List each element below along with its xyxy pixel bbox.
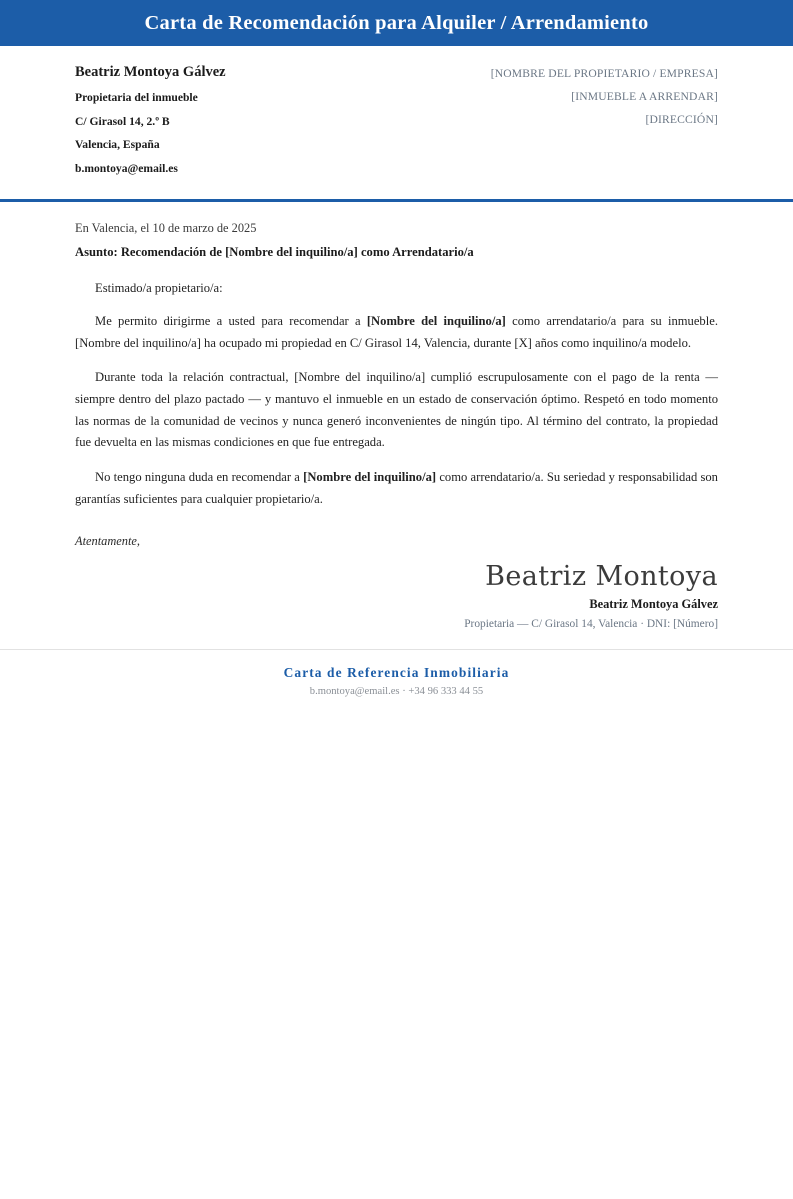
signature-block bbox=[0, 551, 793, 632]
footer-contact: b.montoya@email.es · +34 96 333 44 55 bbox=[309, 686, 484, 698]
subject-line: Asunto: Recomendación de [Nombre del inquilino/a] como Arrendatario/a bbox=[75, 245, 474, 260]
letter-body bbox=[0, 210, 793, 550]
paragraph-1-pre: Me permito dirigirme a usted para recomendar a bbox=[95, 314, 367, 329]
paragraph-3-tenant-name: [Nombre del inquilino/a] bbox=[303, 470, 437, 484]
page-title: Carta de Recomendación para Alquiler / Arrendamiento bbox=[144, 11, 649, 34]
address-area bbox=[0, 46, 793, 185]
paragraph-1-post: como arrendatario/a para su inmueble. [Nombre del inquilino/a] ha ocupado mi propiedad en C/ Girasol 14, Valencia, durante [X] años como inquilino/a modelo. bbox=[75, 314, 718, 350]
paragraph-3-post: como arrendatario/a. Su seriedad y responsabilidad son garantías suficientes para cualquier propietario/a. bbox=[75, 470, 718, 506]
sender-block bbox=[75, 64, 226, 185]
signature-meta: Propietaria — C/ Girasol 14, Valencia · DNI: [Número] bbox=[464, 617, 718, 630]
paragraph-1-tenant-name: [Nombre del inquilino/a] bbox=[366, 314, 506, 329]
paragraph-3-pre: No tengo ninguna duda en recomendar a bbox=[95, 470, 304, 484]
sender-email: b.montoya@email.es bbox=[75, 161, 178, 175]
body-paragraph-2: Durante toda la relación contractual, [Nombre del inquilino/a] cumplió escrupulosamente con el pago de la renta — siempre dentro del plazo pactado — y mantuvo el inmueble en un estado de conservación óptimo. Respetó en todo momento las normas de la comunidad de vecinos y nunca generó inconvenientes de ningún tipo. Al término del contrato, la propiedad fue devuelta en las mismas condiciones en que fue entregada. bbox=[75, 370, 718, 450]
recipient-property-placeholder: [INMUEBLE A ARRENDAR] bbox=[571, 90, 718, 104]
body-paragraph-1 bbox=[75, 311, 718, 354]
signature-script: Beatriz Montoya bbox=[485, 560, 718, 592]
page-whitespace bbox=[0, 699, 793, 1199]
recipient-name-placeholder: [NOMBRE DEL PROPIETARIO / EMPRESA] bbox=[490, 67, 718, 80]
body-paragraph-3 bbox=[75, 467, 718, 510]
recipient-address-placeholder: [DIRECCIÓN] bbox=[645, 113, 718, 127]
header-divider bbox=[0, 199, 793, 202]
closing-line: Atentamente, bbox=[75, 534, 141, 549]
sender-name: Beatriz Montoya Gálvez bbox=[75, 64, 226, 80]
sender-role: Propietaria del inmueble bbox=[75, 91, 198, 105]
date-line: En Valencia, el 10 de marzo de 2025 bbox=[75, 221, 257, 236]
footer-title: Carta de Referencia Inmobiliaria bbox=[283, 664, 510, 680]
greeting-line: Estimado/a propietario/a: bbox=[95, 280, 223, 295]
document-footer bbox=[0, 649, 793, 699]
signature-printed-name: Beatriz Montoya Gálvez bbox=[589, 596, 718, 611]
recipient-block bbox=[491, 64, 718, 135]
sender-street: C/ Girasol 14, 2.º B bbox=[75, 114, 170, 128]
document-header-band bbox=[0, 0, 793, 46]
sender-city: Valencia, España bbox=[75, 138, 160, 152]
